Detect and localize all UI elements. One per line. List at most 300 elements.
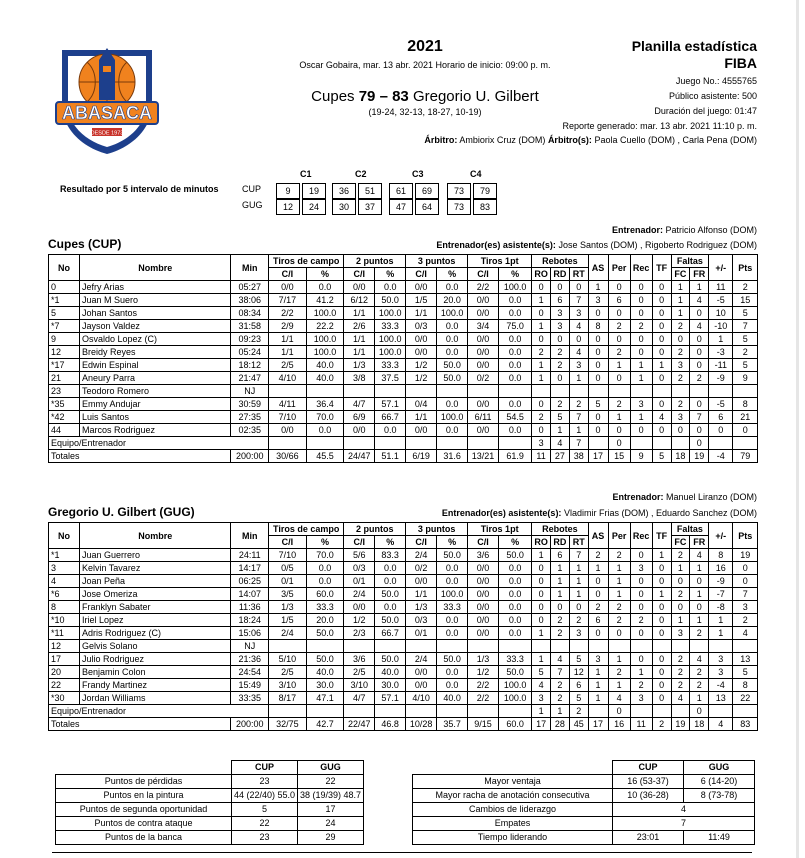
stat-cell — [569, 640, 588, 653]
stat-cell: 2 — [671, 398, 690, 411]
stat-cell: 0 — [551, 372, 570, 385]
summary-value: 23:01 — [613, 831, 684, 845]
column-header: RO — [532, 536, 551, 549]
column-header: % — [437, 536, 468, 549]
venue-line: Oscar Gobaira, mar. 13 abr. 2021 Horario de inicio: 09:00 p. m. — [299, 60, 551, 70]
stat-cell: *1 — [49, 294, 80, 307]
stat-cell: 0.0 — [437, 281, 468, 294]
stat-cell: 1 — [551, 705, 570, 718]
stat-cell — [306, 385, 344, 398]
team-coach-row — [49, 705, 758, 718]
stat-cell: 33:35 — [231, 692, 269, 705]
stat-cell: 0 — [652, 692, 671, 705]
stat-cell: 3 — [630, 692, 652, 705]
stat-cell: 0.0 — [306, 424, 344, 437]
stat-cell: 0 — [608, 627, 630, 640]
stat-cell: 2 — [551, 346, 570, 359]
stat-cell: 1 — [532, 653, 551, 666]
stat-cell: 3 — [733, 601, 758, 614]
stat-cell: 0 — [588, 359, 608, 372]
player-row — [49, 679, 758, 692]
stat-cell: 4 — [690, 294, 709, 307]
stat-cell: 7/10 — [269, 411, 307, 424]
stat-cell: 0.0 — [499, 398, 532, 411]
stat-cell: 33.3 — [437, 601, 468, 614]
stat-cell: 0/3 — [406, 614, 437, 627]
player-name: Aneury Parra — [79, 372, 231, 385]
stat-cell — [344, 705, 375, 718]
stat-cell: -3 — [709, 346, 733, 359]
stat-cell — [375, 437, 406, 450]
stat-cell: 0 — [49, 281, 80, 294]
stat-cell: 2 — [690, 372, 709, 385]
stat-cell: 0 — [588, 411, 608, 424]
stat-cell: 0 — [690, 346, 709, 359]
stat-cell: 100.0 — [499, 281, 532, 294]
stat-cell: 6 — [709, 411, 733, 424]
score-dash: – — [379, 88, 388, 105]
stat-cell — [306, 640, 344, 653]
stat-cell — [709, 437, 733, 450]
stat-cell: 10 — [709, 307, 733, 320]
stat-cell: 0 — [588, 333, 608, 346]
stat-cell: 4 — [690, 549, 709, 562]
team-row-label: Equipo/Entrenador — [49, 705, 269, 718]
interval-score: 73 — [447, 199, 471, 215]
stat-cell: 0 — [630, 346, 652, 359]
player-name: Iriel Lopez — [79, 614, 231, 627]
stat-cell — [406, 705, 437, 718]
stat-cell: *10 — [49, 614, 80, 627]
stat-cell: 2 — [630, 679, 652, 692]
stat-cell: 09:23 — [231, 333, 269, 346]
stat-cell: 22/47 — [344, 718, 375, 731]
stat-cell: 0.0 — [499, 346, 532, 359]
stat-cell: 3 — [588, 653, 608, 666]
stat-cell — [532, 640, 551, 653]
summary-row — [56, 789, 364, 803]
stat-cell: 3 — [671, 359, 690, 372]
stat-cell: 0/0 — [468, 614, 499, 627]
summary-row — [56, 831, 364, 845]
summary-value: 17 — [298, 803, 364, 817]
stat-cell: 0 — [569, 281, 588, 294]
stat-cell: 0 — [630, 653, 652, 666]
column-header: FR — [690, 536, 709, 549]
stat-cell: 4 — [733, 627, 758, 640]
interval-score: 51 — [358, 183, 382, 199]
stat-cell: 0.0 — [375, 424, 406, 437]
stat-cell: 0 — [671, 601, 690, 614]
stat-cell: 2/2 — [468, 281, 499, 294]
stat-cell: 0 — [630, 549, 652, 562]
stat-cell: 0/0 — [468, 627, 499, 640]
totals-row — [49, 450, 758, 463]
stat-cell — [468, 640, 499, 653]
assistants-label: Entrenador(es) asistente(s): — [441, 508, 562, 518]
player-row — [49, 320, 758, 333]
column-header: C/I — [344, 268, 375, 281]
stat-cell: 0.0 — [306, 575, 344, 588]
stat-cell: 1/1 — [344, 333, 375, 346]
away-team: Gregorio U. Gilbert — [412, 88, 539, 105]
stat-cell: 0 — [671, 575, 690, 588]
stat-cell: 0 — [690, 601, 709, 614]
stat-cell: 0 — [733, 562, 758, 575]
stat-cell: 2 — [671, 372, 690, 385]
summary-label: Puntos de la banca — [56, 831, 232, 845]
stat-cell: *11 — [49, 627, 80, 640]
interval-title: Resultado por 5 intervalo de minutos — [60, 184, 219, 194]
stat-cell: -9 — [709, 372, 733, 385]
stat-cell: 1 — [551, 424, 570, 437]
team1-box-score — [48, 254, 758, 463]
stat-cell — [690, 640, 709, 653]
stat-cell — [588, 385, 608, 398]
stat-cell: 0.0 — [499, 588, 532, 601]
stat-cell: 0.0 — [375, 281, 406, 294]
stat-cell: 0.0 — [499, 601, 532, 614]
stat-cell: 5 — [733, 666, 758, 679]
stat-cell — [468, 385, 499, 398]
stat-cell: 5 — [588, 398, 608, 411]
stat-cell: 5 — [49, 307, 80, 320]
stat-cell: 1 — [551, 588, 570, 601]
player-name: Juan Guerrero — [79, 549, 231, 562]
stat-cell: 40.0 — [306, 666, 344, 679]
stat-cell: 4 — [569, 346, 588, 359]
stat-cell: 1 — [690, 562, 709, 575]
stat-cell: 44 — [49, 424, 80, 437]
stat-cell — [344, 437, 375, 450]
stat-cell — [652, 705, 671, 718]
stat-cell: 15:49 — [231, 679, 269, 692]
summary-value: 10 (36-28) — [613, 789, 684, 803]
stat-cell: 0 — [652, 372, 671, 385]
column-header: % — [306, 268, 344, 281]
stat-cell: 1 — [608, 653, 630, 666]
stat-cell: 3/10 — [344, 679, 375, 692]
stat-cell: 0/3 — [406, 320, 437, 333]
stat-cell: 0 — [630, 575, 652, 588]
player-name: Osvaldo Lopez (C) — [79, 333, 231, 346]
stat-cell: 08:34 — [231, 307, 269, 320]
stat-cell: 11:36 — [231, 601, 269, 614]
stat-cell: 0 — [608, 372, 630, 385]
stat-cell: 2 — [733, 614, 758, 627]
stat-cell: 1 — [569, 575, 588, 588]
stat-cell: 1/3 — [406, 601, 437, 614]
stat-cell — [652, 640, 671, 653]
stat-cell: 6 — [608, 294, 630, 307]
stat-cell: 0.0 — [375, 575, 406, 588]
stat-cell: 4 — [671, 692, 690, 705]
stat-cell: 4/7 — [344, 692, 375, 705]
stat-cell: 1 — [652, 549, 671, 562]
stat-cell: 2 — [608, 346, 630, 359]
duration: Duración del juego: 01:47 — [654, 106, 757, 116]
stat-cell: 4 — [690, 320, 709, 333]
stat-cell: 30/66 — [269, 450, 307, 463]
stat-cell: 3 — [671, 411, 690, 424]
stat-cell: 2 — [569, 398, 588, 411]
column-header: TF — [652, 255, 671, 281]
stat-cell: 4/11 — [269, 398, 307, 411]
stat-cell: -7 — [709, 588, 733, 601]
stat-cell: 0/2 — [406, 562, 437, 575]
stat-cell: 66.7 — [375, 411, 406, 424]
stat-cell — [709, 640, 733, 653]
stat-cell: 1 — [671, 614, 690, 627]
stat-cell: 2 — [551, 359, 570, 372]
summary-row — [413, 817, 755, 831]
stat-cell — [630, 385, 652, 398]
stat-cell: 24/47 — [344, 450, 375, 463]
stat-cell: 1 — [630, 411, 652, 424]
player-row — [49, 294, 758, 307]
stat-cell: 6 — [551, 549, 570, 562]
stat-cell: 61.9 — [499, 450, 532, 463]
stat-cell: 0.0 — [375, 562, 406, 575]
interval-score: 19 — [302, 183, 326, 199]
summary-label: Cambios de liderazgo — [413, 803, 613, 817]
stat-cell: 100.0 — [306, 333, 344, 346]
stat-cell: 0.0 — [499, 575, 532, 588]
player-name: Benjamin Colon — [79, 666, 231, 679]
interval-score: 37 — [358, 199, 382, 215]
stat-cell — [468, 705, 499, 718]
stat-cell: 0.0 — [499, 562, 532, 575]
stat-cell: 22 — [49, 679, 80, 692]
summary-value: 29 — [298, 831, 364, 845]
stat-cell: 3 — [551, 320, 570, 333]
column-header: Pts — [733, 523, 758, 549]
stat-cell: 1 — [608, 679, 630, 692]
stat-cell: 1 — [608, 588, 630, 601]
stat-cell: -9 — [709, 575, 733, 588]
stat-cell: *30 — [49, 692, 80, 705]
stat-cell: 100.0 — [306, 346, 344, 359]
stat-cell: 3/10 — [269, 679, 307, 692]
player-name: Frandy Martinez — [79, 679, 231, 692]
stat-cell: 17 — [49, 653, 80, 666]
referee-value: Ambiorix Cruz (DOM) — [459, 135, 546, 145]
stat-cell: 0.0 — [499, 424, 532, 437]
stat-cell: 2 — [608, 549, 630, 562]
stat-cell: 0 — [652, 614, 671, 627]
stat-cell: 0/0 — [269, 424, 307, 437]
stat-cell — [344, 640, 375, 653]
stat-cell: 0/1 — [344, 575, 375, 588]
stat-cell — [671, 640, 690, 653]
interval-label: C1 — [300, 169, 312, 179]
stat-cell — [437, 385, 468, 398]
stat-cell — [671, 437, 690, 450]
stat-cell: 38 — [569, 450, 588, 463]
column-header: Per — [608, 255, 630, 281]
stat-cell: 2 — [690, 679, 709, 692]
stat-cell: 1 — [690, 588, 709, 601]
stat-cell: 2 — [608, 398, 630, 411]
stat-cell: 1/1 — [406, 307, 437, 320]
summary-value: 44 (22/40) 55.0 — [232, 789, 298, 803]
stat-cell: 5 — [733, 359, 758, 372]
column-header: RD — [551, 536, 570, 549]
stat-cell — [375, 640, 406, 653]
stat-cell: 0 — [652, 666, 671, 679]
stat-cell: 7 — [690, 411, 709, 424]
interval-score: 9 — [276, 183, 300, 199]
stat-cell: 3 — [551, 307, 570, 320]
stat-cell: NJ — [231, 640, 269, 653]
stat-cell: 0 — [532, 307, 551, 320]
stat-cell: 5 — [733, 333, 758, 346]
stat-cell: 0 — [532, 333, 551, 346]
stat-cell: 20.0 — [437, 294, 468, 307]
summary-label: Empates — [413, 817, 613, 831]
stat-cell: 13 — [709, 692, 733, 705]
player-name: Juan M Suero — [79, 294, 231, 307]
summary-row — [56, 817, 364, 831]
stat-cell: 7 — [733, 588, 758, 601]
player-name: Gelvis Solano — [79, 640, 231, 653]
stat-cell: 0/0 — [468, 359, 499, 372]
column-header: C/I — [344, 536, 375, 549]
stat-cell: 0/0 — [406, 679, 437, 692]
column-header: RD — [551, 268, 570, 281]
stat-cell: 5/6 — [344, 549, 375, 562]
column-header: RO — [532, 268, 551, 281]
summary-header — [413, 761, 613, 775]
stat-cell: 0 — [733, 575, 758, 588]
stat-cell: 42.7 — [306, 718, 344, 731]
stat-cell — [499, 705, 532, 718]
stat-cell: 7 — [569, 294, 588, 307]
stat-cell: 0 — [532, 614, 551, 627]
stat-cell: 2 — [588, 549, 608, 562]
player-name: Julio Rodriguez — [79, 653, 231, 666]
column-header: No — [49, 255, 80, 281]
stat-cell: 18 — [671, 450, 690, 463]
stat-cell: 13 — [733, 653, 758, 666]
logo-since: DESDE 1973 — [90, 130, 124, 137]
stat-cell: 0 — [690, 333, 709, 346]
stat-cell: 2/4 — [344, 588, 375, 601]
stat-cell: 3/8 — [344, 372, 375, 385]
stat-cell: -5 — [709, 294, 733, 307]
totals-row — [49, 718, 758, 731]
stat-cell: 1/1 — [406, 588, 437, 601]
column-header: Tiros de campo — [269, 255, 344, 268]
stat-cell: 2/4 — [406, 549, 437, 562]
team2-name: Gregorio U. Gilbert (GUG) — [48, 505, 195, 519]
stat-cell: 30.0 — [375, 679, 406, 692]
stat-cell: 0.0 — [437, 424, 468, 437]
stat-cell: 7/17 — [269, 294, 307, 307]
stat-cell: 1/3 — [468, 653, 499, 666]
stat-cell: 46.8 — [375, 718, 406, 731]
stat-cell: 0.0 — [437, 398, 468, 411]
stat-cell: 27 — [551, 450, 570, 463]
stat-cell: 6 — [588, 614, 608, 627]
stat-cell: 0 — [733, 424, 758, 437]
abasaca-logo — [48, 38, 166, 156]
player-row — [49, 562, 758, 575]
column-header: Rec — [630, 523, 652, 549]
summary-label: Mayor racha de anotación consecutiva — [413, 789, 613, 803]
column-header: Faltas — [671, 523, 709, 536]
stat-cell: 1 — [532, 359, 551, 372]
stat-cell: 50.0 — [306, 653, 344, 666]
stat-cell: 50.0 — [437, 549, 468, 562]
stat-cell: 79 — [733, 450, 758, 463]
stat-cell: 15 — [608, 450, 630, 463]
stat-cell: *35 — [49, 398, 80, 411]
stat-cell — [437, 705, 468, 718]
stat-cell: 70.0 — [306, 549, 344, 562]
stat-cell: 12 — [49, 346, 80, 359]
stat-cell: 0 — [608, 437, 630, 450]
coach-name: Manuel Liranzo (DOM) — [665, 492, 757, 502]
stat-cell: 21 — [733, 411, 758, 424]
stat-cell: 0/0 — [344, 601, 375, 614]
stat-cell — [733, 705, 758, 718]
stat-cell: 3/5 — [269, 588, 307, 601]
stat-cell: 1 — [652, 359, 671, 372]
stat-cell: 2 — [630, 614, 652, 627]
home-team: Cupes — [311, 88, 355, 105]
column-header: TF — [652, 523, 671, 549]
stat-cell: 0 — [709, 424, 733, 437]
stat-cell: 02:35 — [231, 424, 269, 437]
stat-cell: 7 — [733, 320, 758, 333]
stat-cell: 16 — [608, 718, 630, 731]
stat-cell — [630, 640, 652, 653]
team1-name: Cupes (CUP) — [48, 237, 122, 251]
player-name: Johan Santos — [79, 307, 231, 320]
summary-header: CUP — [232, 761, 298, 775]
player-name: Emmy Andujar — [79, 398, 231, 411]
stat-cell: 7/10 — [269, 549, 307, 562]
summary-row — [56, 803, 364, 817]
stat-cell: 6/11 — [468, 411, 499, 424]
stat-cell: 1 — [630, 372, 652, 385]
stat-cell: 38:06 — [231, 294, 269, 307]
stat-cell: 0 — [608, 281, 630, 294]
stat-cell: 8 — [733, 398, 758, 411]
stat-cell: *6 — [49, 588, 80, 601]
stat-cell: 2 — [733, 281, 758, 294]
stat-cell: 3 — [569, 359, 588, 372]
stat-cell — [375, 385, 406, 398]
stat-cell: 1/1 — [344, 346, 375, 359]
stat-cell: 11 — [532, 450, 551, 463]
stat-cell: 1 — [709, 614, 733, 627]
summary-label: Mayor ventaja — [413, 775, 613, 789]
player-row — [49, 653, 758, 666]
totals-label: Totales — [49, 718, 231, 731]
stat-cell: 1 — [608, 411, 630, 424]
stat-cell: 0 — [652, 653, 671, 666]
summary-value: 7 — [613, 817, 755, 831]
stat-cell: 1 — [588, 281, 608, 294]
stat-cell: 0 — [588, 346, 608, 359]
stat-cell: 3/6 — [344, 653, 375, 666]
stat-cell: 0.0 — [437, 575, 468, 588]
stat-cell: 23 — [49, 385, 80, 398]
stat-cell: 6 — [551, 294, 570, 307]
stat-cell: 0.0 — [437, 666, 468, 679]
